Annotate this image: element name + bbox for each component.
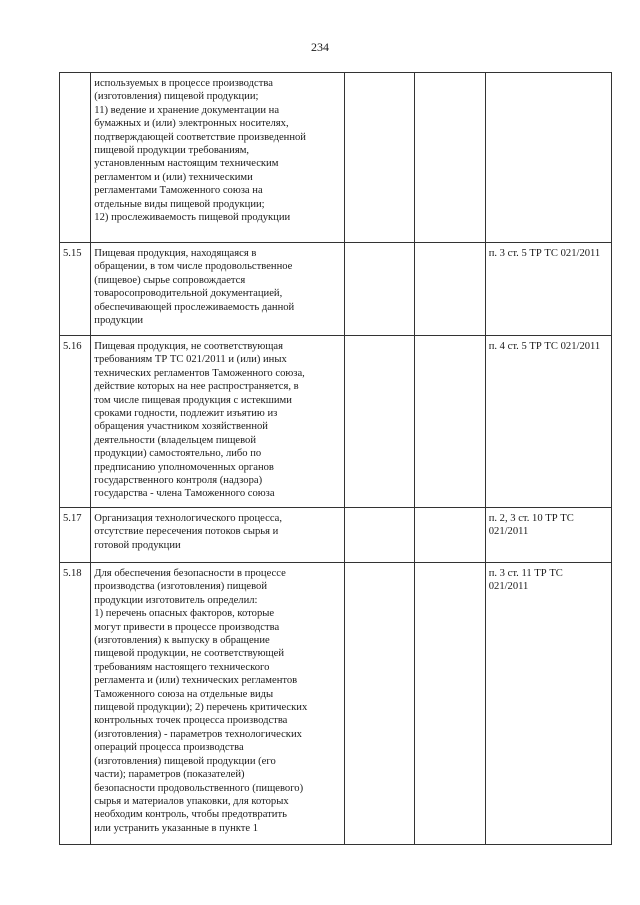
text-line: пищевой продукции, не соответствующей <box>94 648 285 660</box>
page-number: 234 <box>311 40 329 54</box>
text-line: бумажных и (или) электронных носителях, <box>94 118 289 130</box>
text-line: операций процесса производства <box>94 742 244 754</box>
empty-cell <box>344 73 414 243</box>
text-line: (изготовления) пищевой продукции (его <box>94 755 276 767</box>
reference-cell: п. 3 ст. 11 ТР ТС 021/2011 <box>485 563 611 845</box>
text-line: обращении, в том числе продовольственное <box>94 261 293 273</box>
text-line: (изготовления) к выпуску в обращение <box>94 635 270 647</box>
text-line: государства - члена Таможенного союза <box>94 488 275 500</box>
requirements-table <box>59 72 612 845</box>
item-number: 5.18 <box>60 563 91 845</box>
text-line: (изготовления) пищевой продукции; <box>94 91 259 103</box>
text-line: части); параметров (показателей) <box>94 769 245 781</box>
text-line: действие которых на нее распространяется, в <box>94 381 299 393</box>
text-line: продукции) самостоятельно, либо по <box>94 448 262 460</box>
text-line: требованиям ТР ТС 021/2011 и (или) иных <box>94 354 287 366</box>
table-row <box>60 73 612 243</box>
text-line: производства (изготовления) пищевой <box>94 581 268 593</box>
text-line: деятельности (владельцем пищевой <box>94 434 256 446</box>
text-line: используемых в процессе производства <box>94 78 273 89</box>
empty-cell <box>414 508 485 563</box>
item-number <box>60 73 91 243</box>
empty-cell <box>344 243 414 336</box>
text-line: регламентом и (или) техническими <box>94 171 253 183</box>
table-row <box>60 508 612 563</box>
empty-cell <box>344 336 414 508</box>
text-line: или устранить указанные в пункте 1 <box>94 822 259 834</box>
text-line: (пищевое) сырье сопровождается <box>94 274 246 286</box>
text-line: Организация технологического процесса, <box>94 513 282 524</box>
text-line: могут привести в процессе производства <box>94 621 280 633</box>
reference-cell <box>485 73 611 243</box>
text-line: обращения участником хозяйственной <box>94 421 268 433</box>
empty-cell <box>414 73 485 243</box>
empty-cell <box>414 563 485 845</box>
empty-cell <box>344 508 414 563</box>
text-line: готовой продукции <box>94 539 181 551</box>
text-line: продукции изготовитель определил: <box>94 594 258 606</box>
item-number: 5.15 <box>60 243 91 336</box>
text-line: Пищевая продукция, не соответствующая <box>94 341 283 352</box>
table-row <box>60 336 612 508</box>
item-number: 5.17 <box>60 508 91 563</box>
text-line: технических регламентов Таможенного союза, <box>94 367 305 379</box>
text-line: государственного контроля (надзора) <box>94 475 263 487</box>
text-line: требованиям настоящего технического <box>94 661 270 673</box>
empty-cell <box>344 563 414 845</box>
text-line: контрольных точек процесса производства <box>94 715 288 727</box>
requirement-text <box>91 563 345 845</box>
table-row <box>60 243 612 336</box>
text-line: отдельные виды пищевой продукции; <box>94 198 265 210</box>
text-line: предписанию уполномоченных органов <box>94 461 274 473</box>
text-line: (изготовления) - параметров технологических <box>94 728 302 740</box>
text-line: регламентами Таможенного союза на <box>94 185 263 197</box>
text-line: установленным настоящим техническим <box>94 158 279 170</box>
empty-cell <box>414 243 485 336</box>
text-line: подтверждающей соответствие произведенной <box>94 131 306 143</box>
text-line: отсутствие пересечения потоков сырья и <box>94 526 279 538</box>
text-line: товаросопроводительной документацией, <box>94 288 283 300</box>
text-line: регламента и (или) технических регламентов <box>94 675 298 687</box>
text-line: 1) перечень опасных факторов, которые <box>94 608 275 620</box>
text-line: обеспечивающей прослеживаемость данной <box>94 301 295 313</box>
text-line: 12) прослеживаемость пищевой продукции <box>94 212 291 224</box>
text-line: пищевой продукции требованиям, <box>94 145 250 157</box>
text-line: необходим контроль, чтобы предотвратить <box>94 809 287 821</box>
text-line: Пищевая продукция, находящаяся в <box>94 248 257 259</box>
requirement-text <box>91 508 345 563</box>
item-number: 5.16 <box>60 336 91 508</box>
empty-cell <box>414 336 485 508</box>
text-line: 11) ведение и хранение документации на <box>94 104 280 116</box>
table-row <box>60 563 612 845</box>
text-line: Таможенного союза на отдельные виды <box>94 688 274 700</box>
reference-cell: п. 4 ст. 5 ТР ТС 021/2011 <box>485 336 611 508</box>
text-line: том числе пищевая продукция с истекшими <box>94 394 292 406</box>
text-line: Для обеспечения безопасности в процессе <box>94 568 286 579</box>
text-line: пищевой продукции); 2) перечень критических <box>94 702 308 714</box>
requirement-text <box>91 336 345 508</box>
text-line: сырья и материалов упаковки, для которых <box>94 795 289 807</box>
text-line: сроками годности, подлежит изъятию из <box>94 408 278 420</box>
reference-cell: п. 3 ст. 5 ТР ТС 021/2011 <box>485 243 611 336</box>
requirement-text <box>91 73 345 243</box>
reference-cell: п. 2, 3 ст. 10 ТР ТС 021/2011 <box>485 508 611 563</box>
text-line: продукции <box>94 315 144 327</box>
text-line: безопасности продовольственного (пищевого) <box>94 782 304 794</box>
requirement-text <box>91 243 345 336</box>
